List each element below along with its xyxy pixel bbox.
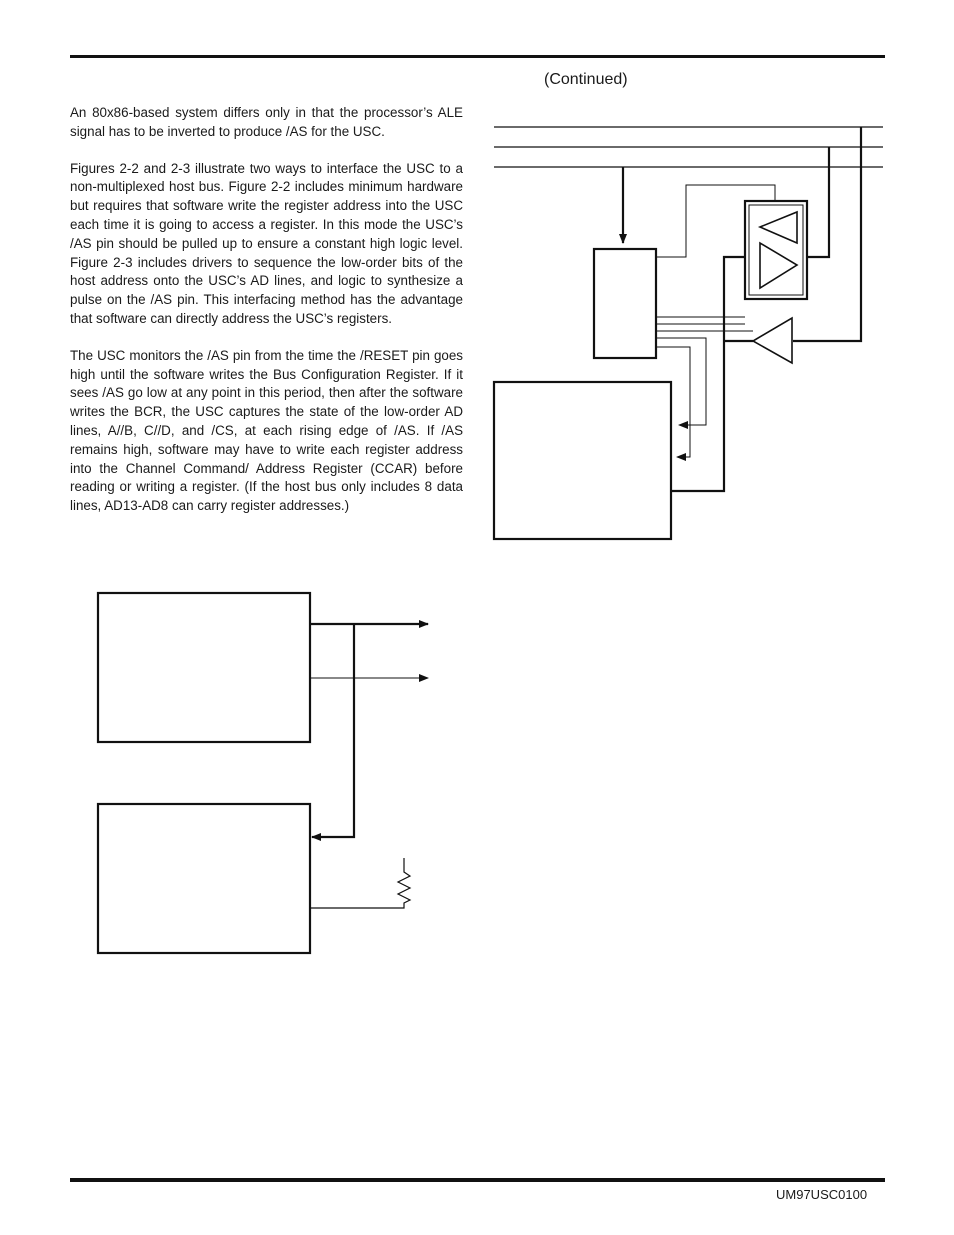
- inverter-buffer-icon: [753, 318, 792, 363]
- driver-triangle-right-icon: [760, 243, 797, 288]
- document-code: UM97USC0100: [776, 1187, 868, 1202]
- usc-block-top: [494, 382, 671, 539]
- figure-2-3-diagram: [494, 127, 883, 539]
- footer-rule: [70, 1178, 885, 1182]
- paragraph-as-monitoring: The USC monitors the /AS pin from the time the /RESET pin goes high until the software writes the Bus Configuration Register. If it sees /AS go low at any point in this period, then after the software writes the BCR, the USC captures the state of the low-order AD lines, A//B, C//D, and /CS, at each rising edge of /AS. If /AS remains high, software may have to write each register address into the Channel Command/ Address Register (CCAR) before reading or writing a register. (If the host bus only includes 8 data lines, AD13-AD8 can carry register addresses.): [70, 347, 463, 514]
- usc-block-bottom: [98, 804, 310, 953]
- host-processor-block: [98, 593, 310, 742]
- driver-block-inner: [749, 205, 803, 295]
- continued-label: (Continued): [544, 71, 628, 88]
- logic-block: [594, 249, 656, 358]
- pull-up-resistor-icon: [310, 858, 410, 908]
- figure-2-2-diagram: [98, 593, 428, 953]
- paragraph-non-multiplexed: Figures 2-2 and 2-3 illustrate two ways to interface the USC to a non-multiplexed host bus. Figure 2-2 includes minimum hardware but requires that software write the register address into the USC each time it is going to access a register. In this mode the USC’s /AS pin should be pulled up to ensure a constant high logic level. Figure 2-3 includes drivers to sequence the low-order bits of the host address onto the USC’s AD lines, and logic to synthesize a pulse on the /AS pin. This interfacing method has the advantage that software can directly address the USC’s registers.: [70, 160, 463, 326]
- paragraph-80x86: An 80x86-based system differs only in that the processor’s ALE signal has to be inverted to produce /AS for the USC.: [70, 105, 463, 139]
- driver-triangle-left-icon: [760, 212, 797, 243]
